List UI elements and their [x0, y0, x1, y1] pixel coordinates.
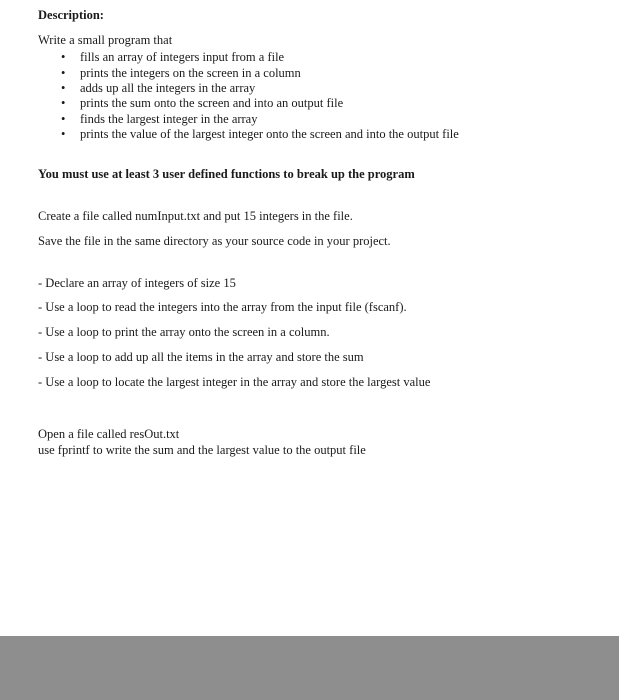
fprintf-note-text: use fprintf to write the sum and the largest value to the output file: [38, 443, 366, 457]
create-file-text: Create a file called numInput.txt and put 15 integers in the file.: [38, 209, 353, 223]
step-item: - Use a loop to add up all the items in the array and store the sum: [38, 350, 364, 364]
list-item: finds the largest integer in the array: [80, 112, 258, 126]
bullet-icon: •: [61, 50, 66, 64]
step-item: - Use a loop to locate the largest integer in the array and store the largest value: [38, 375, 431, 389]
step-item: - Declare an array of integers of size 15: [38, 276, 236, 290]
list-item: prints the value of the largest integer onto the screen and into the output file: [80, 127, 459, 141]
list-item: prints the integers on the screen in a column: [80, 66, 301, 80]
step-item: - Use a loop to print the array onto the screen in a column.: [38, 325, 330, 339]
step-item: - Use a loop to read the integers into the array from the input file (fscanf).: [38, 300, 407, 314]
save-file-text: Save the file in the same directory as your source code in your project.: [38, 234, 391, 248]
description-heading: Description:: [38, 8, 104, 22]
list-item: fills an array of integers input from a file: [80, 50, 285, 64]
bullet-icon: •: [61, 81, 66, 95]
requirement-text: You must use at least 3 user defined functions to break up the program: [38, 167, 415, 181]
open-file-text: Open a file called resOut.txt: [38, 427, 180, 441]
list-item: prints the sum onto the screen and into an output file: [80, 96, 344, 110]
list-item: adds up all the integers in the array: [80, 81, 256, 95]
bullet-icon: •: [61, 96, 66, 110]
bullet-icon: •: [61, 112, 66, 126]
bullet-icon: •: [61, 127, 66, 141]
bullet-icon: •: [61, 66, 66, 80]
intro-text: Write a small program that: [38, 33, 173, 47]
footer-band: [0, 636, 619, 700]
